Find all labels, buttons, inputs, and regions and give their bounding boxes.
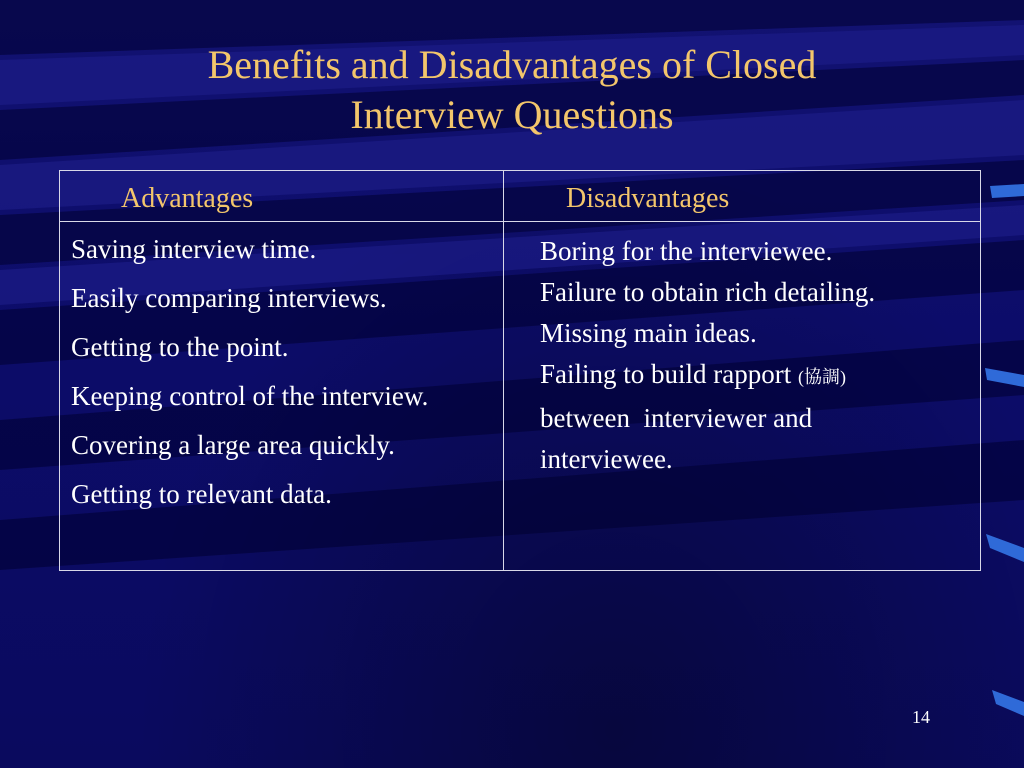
disadvantage-line: between interviewer and — [540, 403, 813, 433]
column-divider — [503, 171, 504, 570]
disadvantages-header: Disadvantages — [566, 183, 730, 214]
advantage-item: Getting to the point. — [71, 332, 289, 362]
advantage-item: Easily comparing interviews. — [71, 283, 387, 313]
advantages-header: Advantages — [121, 183, 254, 214]
advantage-item: Keeping control of the interview. — [71, 381, 429, 411]
header-divider — [60, 221, 980, 222]
slide-title-line-1: Benefits and Disadvantages of Closed — [207, 42, 817, 87]
slide-title-line-2: Interview Questions — [350, 92, 674, 137]
disadvantage-line: Failure to obtain rich detailing. — [540, 277, 876, 307]
advantage-item: Getting to relevant data. — [71, 479, 332, 509]
disadvantage-line-rapport — [540, 354, 975, 398]
rapport-chinese-note: (協調) — [797, 367, 846, 387]
disadvantage-line: Boring for the interviewee. — [540, 236, 833, 266]
disadvantage-rapport-text: Failing to build rapport — [540, 359, 792, 389]
advantage-item: Covering a large area quickly. — [71, 430, 395, 460]
disadvantages-text — [540, 231, 975, 480]
comparison-table — [59, 170, 981, 571]
advantages-list — [71, 229, 496, 523]
page-number: 14 — [912, 707, 930, 727]
slide-title — [0, 40, 1024, 140]
advantage-item: Saving interview time. — [71, 234, 317, 264]
disadvantage-line: interviewee. — [540, 444, 673, 474]
disadvantage-line: Missing main ideas. — [540, 318, 757, 348]
